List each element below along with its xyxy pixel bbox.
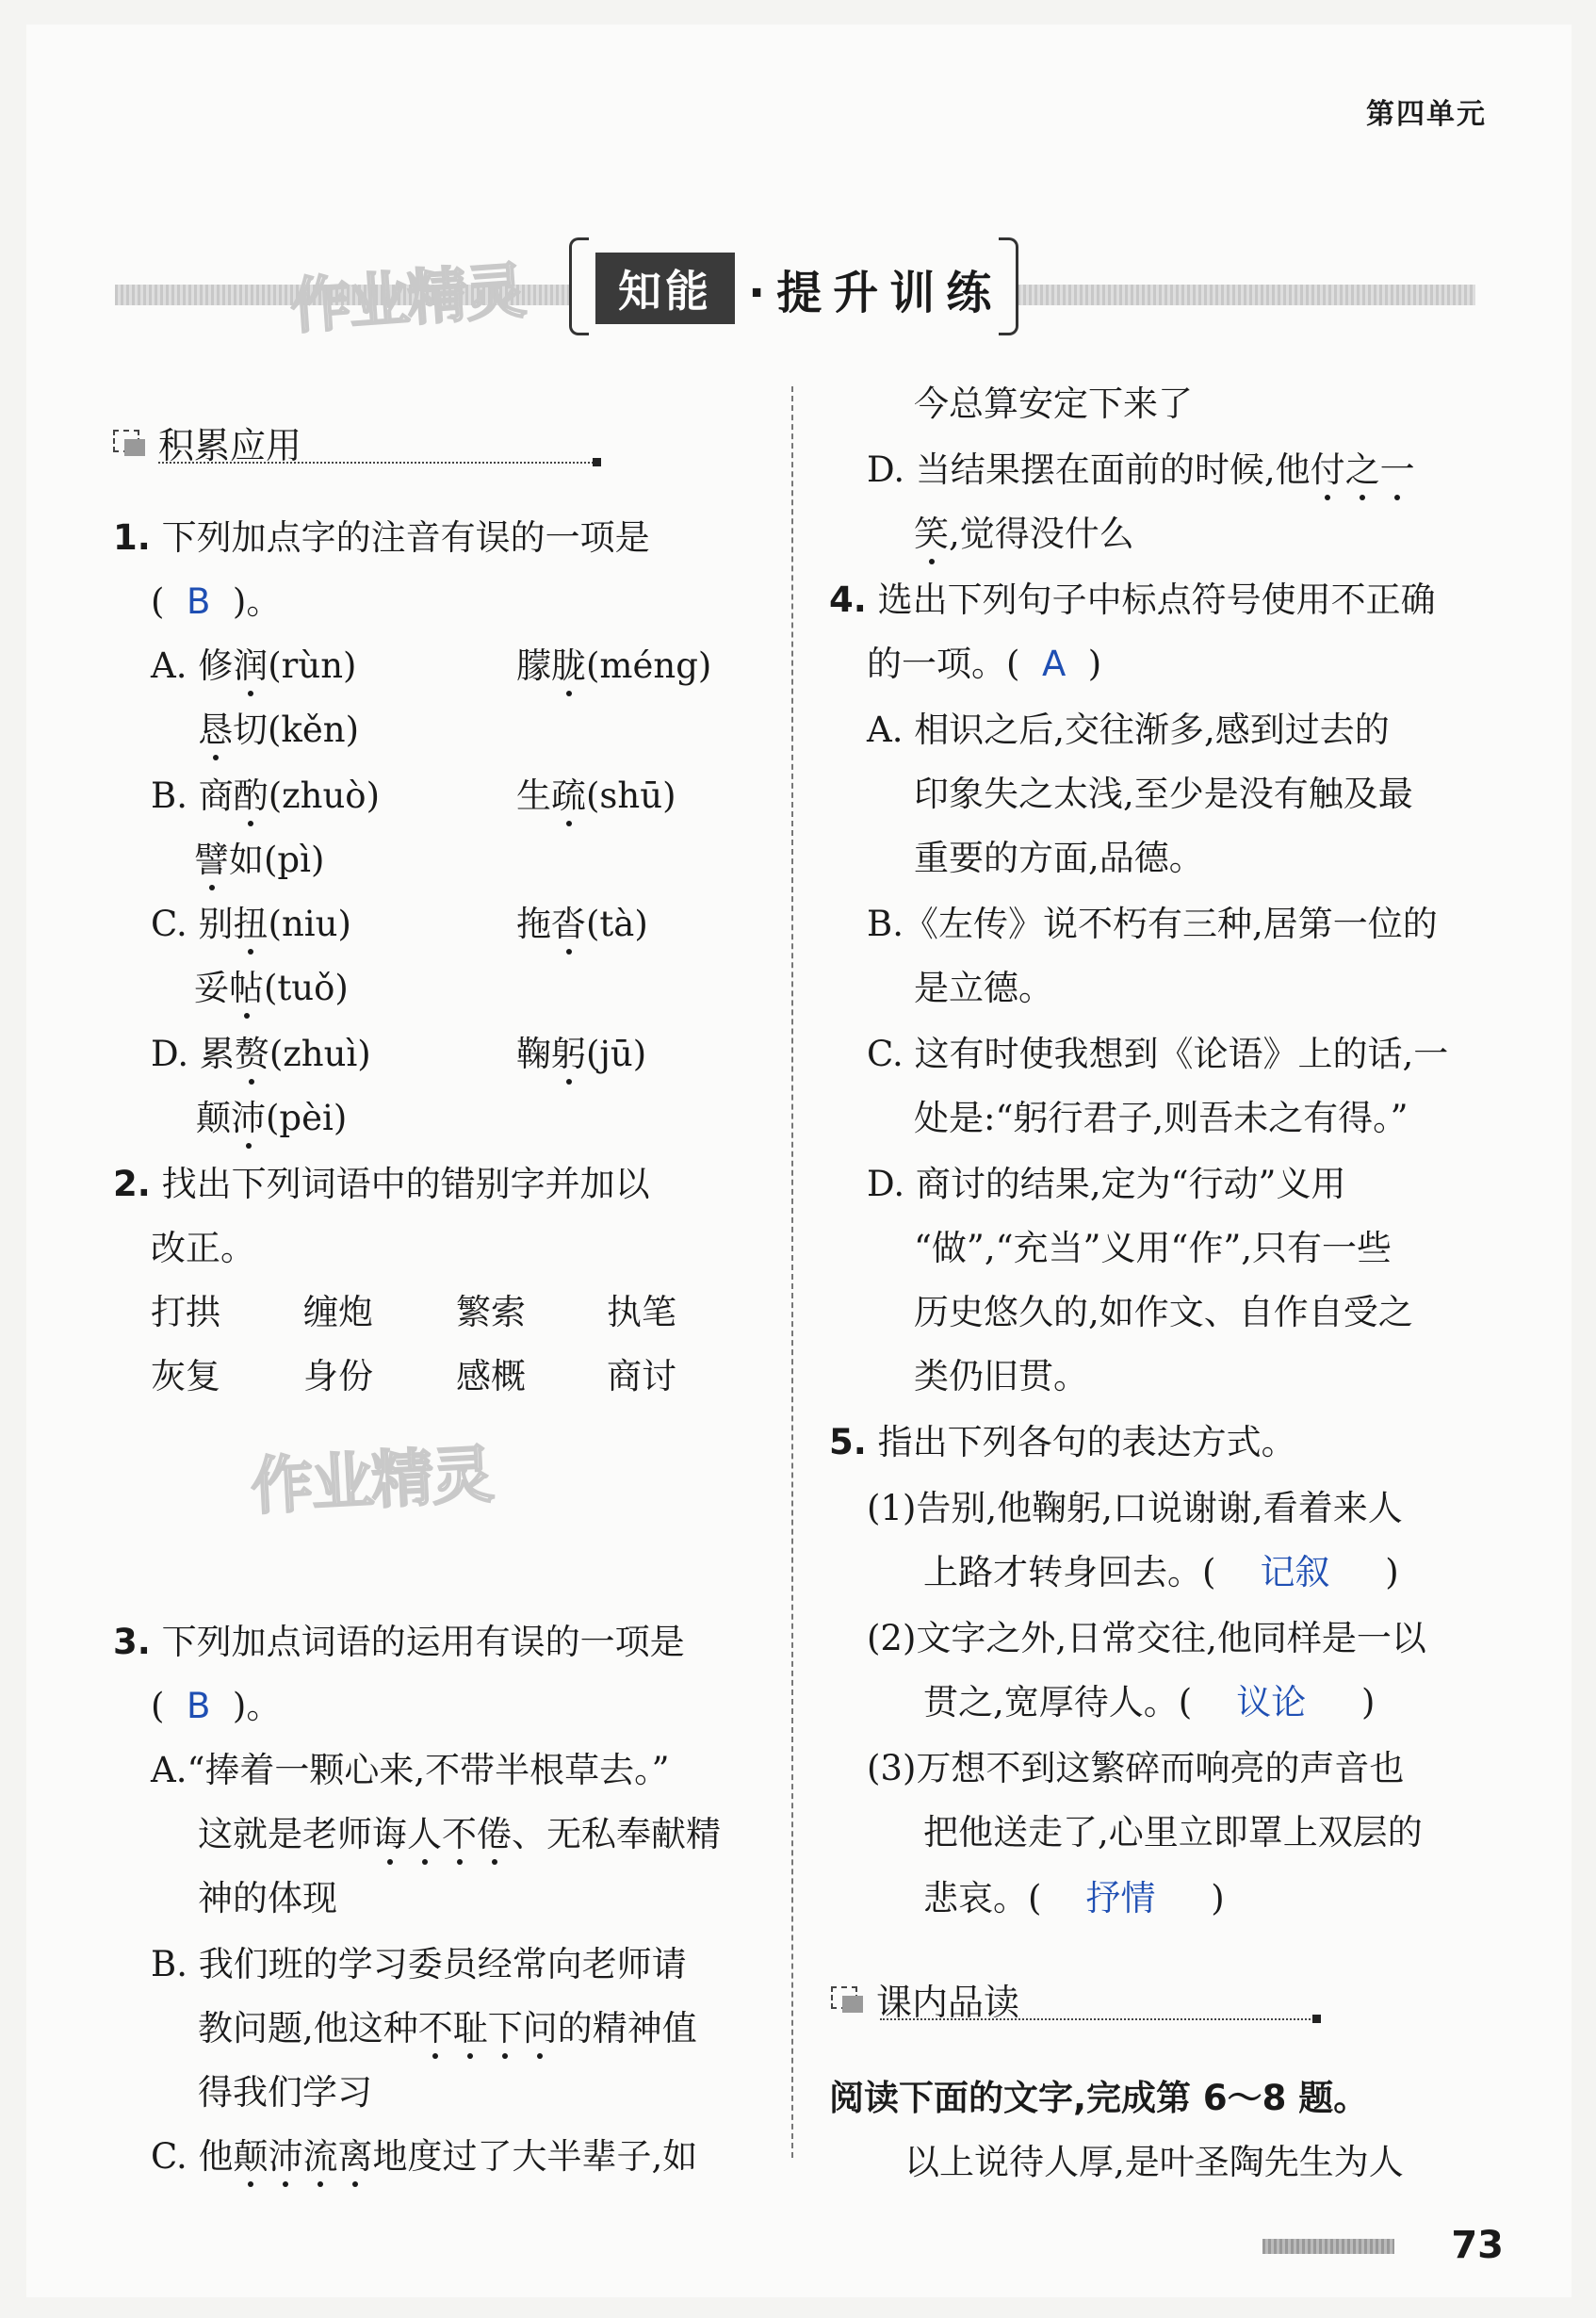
- q2-word: 执笔: [607, 1292, 676, 1332]
- q5-item-2: (2)文字之外,日常交往,他同样是一以: [867, 1618, 1426, 1658]
- q4-line: D. 商讨的结果,定为“行动”义用: [867, 1164, 1346, 1204]
- q4-line: 处是:“躬行君子,则吾未之有得。”: [914, 1098, 1409, 1138]
- q4-line: C. 这有时使我想到《论语》上的话,一: [867, 1034, 1449, 1074]
- banner-rule-right: [1018, 285, 1475, 305]
- section-header-reading: [831, 1973, 1019, 2025]
- watermark: 作业精灵: [249, 1438, 495, 1524]
- banner-bracket-left: [569, 237, 589, 335]
- q1-answer: B: [186, 581, 211, 622]
- q1-option-c3: 妥帖(tuǒ): [194, 968, 349, 1008]
- q4-line: 是立德。: [914, 968, 1053, 1008]
- q1-option-b: B. 商酌(zhuò): [151, 775, 381, 816]
- q3-option-b-2: 教问题,他这种不耻下问的精神值: [198, 2008, 697, 2049]
- q3-option-c-2: 今总算安定下来了: [914, 384, 1193, 424]
- banner-tag: 知能: [595, 253, 735, 324]
- q3-option-a-3: 神的体现: [198, 1878, 337, 1918]
- section-rule: [880, 2018, 1317, 2020]
- page-number-bar: [1262, 2239, 1394, 2254]
- reading-paragraph: 以上说待人厚,是叶圣陶先生为人: [904, 2142, 1404, 2182]
- q4-line: “做”,“充当”义用“作”,只有一些: [914, 1228, 1392, 1268]
- section-icon: [831, 1986, 863, 2013]
- q2-word: 缠炮: [303, 1292, 373, 1332]
- q4-line: 印象失之太浅,至少是没有触及最: [914, 774, 1413, 814]
- q4-line: 类仍旧贯。: [914, 1356, 1088, 1396]
- q3-option-c: C. 他颠沛流离地度过了大半辈子,如: [151, 2136, 698, 2177]
- section-rule: [158, 462, 597, 464]
- q1-option-b2: 生疏(shū): [516, 775, 676, 816]
- q5-item-2-2: 贯之,宽厚待人。( 议论 ): [923, 1682, 1376, 1722]
- q1-option-c2: 拖沓(tà): [516, 904, 648, 944]
- q4-line: 历史悠久的,如作文、自作自受之: [914, 1292, 1413, 1332]
- q5-answer-2: 议论: [1236, 1682, 1307, 1722]
- q4-stem: 4. 选出下列句子中标点符号使用不正确: [829, 580, 1436, 620]
- q3-option-d: D. 当结果摆在面前的时候,他付之一: [867, 449, 1415, 490]
- q1-option-d3: 颠沛(pèi): [196, 1098, 348, 1138]
- q5-item-1-2: 上路才转身回去。( 记叙 ): [923, 1552, 1399, 1592]
- q3-answer-line: ( B )。: [151, 1686, 282, 1726]
- section-header-accumulation: [113, 416, 301, 468]
- q1-option-a2: 朦胧(méng): [516, 645, 712, 686]
- q3-option-a: A.“捧着一颗心来,不带半根草去。”: [151, 1750, 670, 1790]
- unit-label: 第四单元: [1366, 98, 1487, 131]
- section-title: 课内品读: [876, 1982, 1020, 2023]
- q1-option-a: A. 修润(rùn): [151, 645, 357, 686]
- q5-answer-1: 记叙: [1260, 1552, 1330, 1592]
- banner-title: ·提升训练: [748, 267, 1003, 319]
- q3-option-b: B. 我们班的学习委员经常向老师请: [151, 1944, 687, 1984]
- q5-item-1: (1)告别,他鞠躬,口说谢谢,看着来人: [867, 1488, 1403, 1528]
- q3-option-a-2: 这就是老师诲人不倦、无私奉献精: [198, 1814, 721, 1854]
- q3-stem: 3. 下列加点词语的运用有误的一项是: [113, 1622, 685, 1662]
- q3-answer: B: [186, 1686, 211, 1726]
- q2-stem: 2. 找出下列词语中的错别字并加以: [113, 1164, 650, 1204]
- q2-word: 感概: [456, 1356, 526, 1396]
- q2-word: 商讨: [607, 1356, 676, 1396]
- q4-line: A. 相识之后,交往渐多,感到过去的: [867, 710, 1390, 750]
- q1-option-d: D. 累赘(zhuì): [151, 1034, 371, 1074]
- q5-stem: 5. 指出下列各句的表达方式。: [829, 1422, 1296, 1462]
- q2-word: 灰复: [151, 1356, 220, 1396]
- q2-word: 打拱: [151, 1292, 220, 1332]
- q1-answer-line: ( B )。: [151, 581, 282, 622]
- page-number: 73: [1451, 2224, 1504, 2267]
- q1-stem: 1. 下列加点字的注音有误的一项是: [113, 517, 650, 558]
- watermark: 作业精灵: [288, 256, 527, 343]
- reading-instruction: 阅读下面的文字,完成第 6～8 题。: [829, 2078, 1369, 2118]
- q1-option-a3: 恳切(kěn): [198, 710, 360, 750]
- q5-item-3-2: 把他送走了,心里立即罩上双层的: [923, 1812, 1423, 1853]
- q3-option-b-3: 得我们学习: [198, 2072, 372, 2113]
- q2-word: 身份: [303, 1356, 373, 1396]
- q1-option-c: C. 别扭(niu): [151, 904, 351, 944]
- q2-stem-2: 改正。: [151, 1228, 255, 1268]
- q5-item-3: (3)万想不到这繁碎而响亮的声音也: [867, 1748, 1405, 1788]
- q5-item-3-3: 悲哀。( 抒情 ): [923, 1878, 1225, 1918]
- q4-line: 重要的方面,品德。: [914, 838, 1204, 878]
- section-icon: [113, 430, 145, 456]
- q5-answer-3: 抒情: [1085, 1878, 1156, 1918]
- column-divider: [791, 386, 793, 2158]
- q3-option-d-2: 笑,觉得没什么: [914, 514, 1134, 554]
- q4-answer: A: [1041, 644, 1067, 684]
- q1-option-b3: 譬如(pì): [194, 840, 325, 880]
- q2-word: 繁索: [456, 1292, 526, 1332]
- q1-option-d2: 鞠躬(jū): [516, 1034, 647, 1074]
- q4-line: B.《左传》说不朽有三种,居第一位的: [867, 904, 1438, 944]
- q4-stem-2: 的一项。( A ): [867, 644, 1102, 684]
- section-title: 积累应用: [158, 425, 302, 466]
